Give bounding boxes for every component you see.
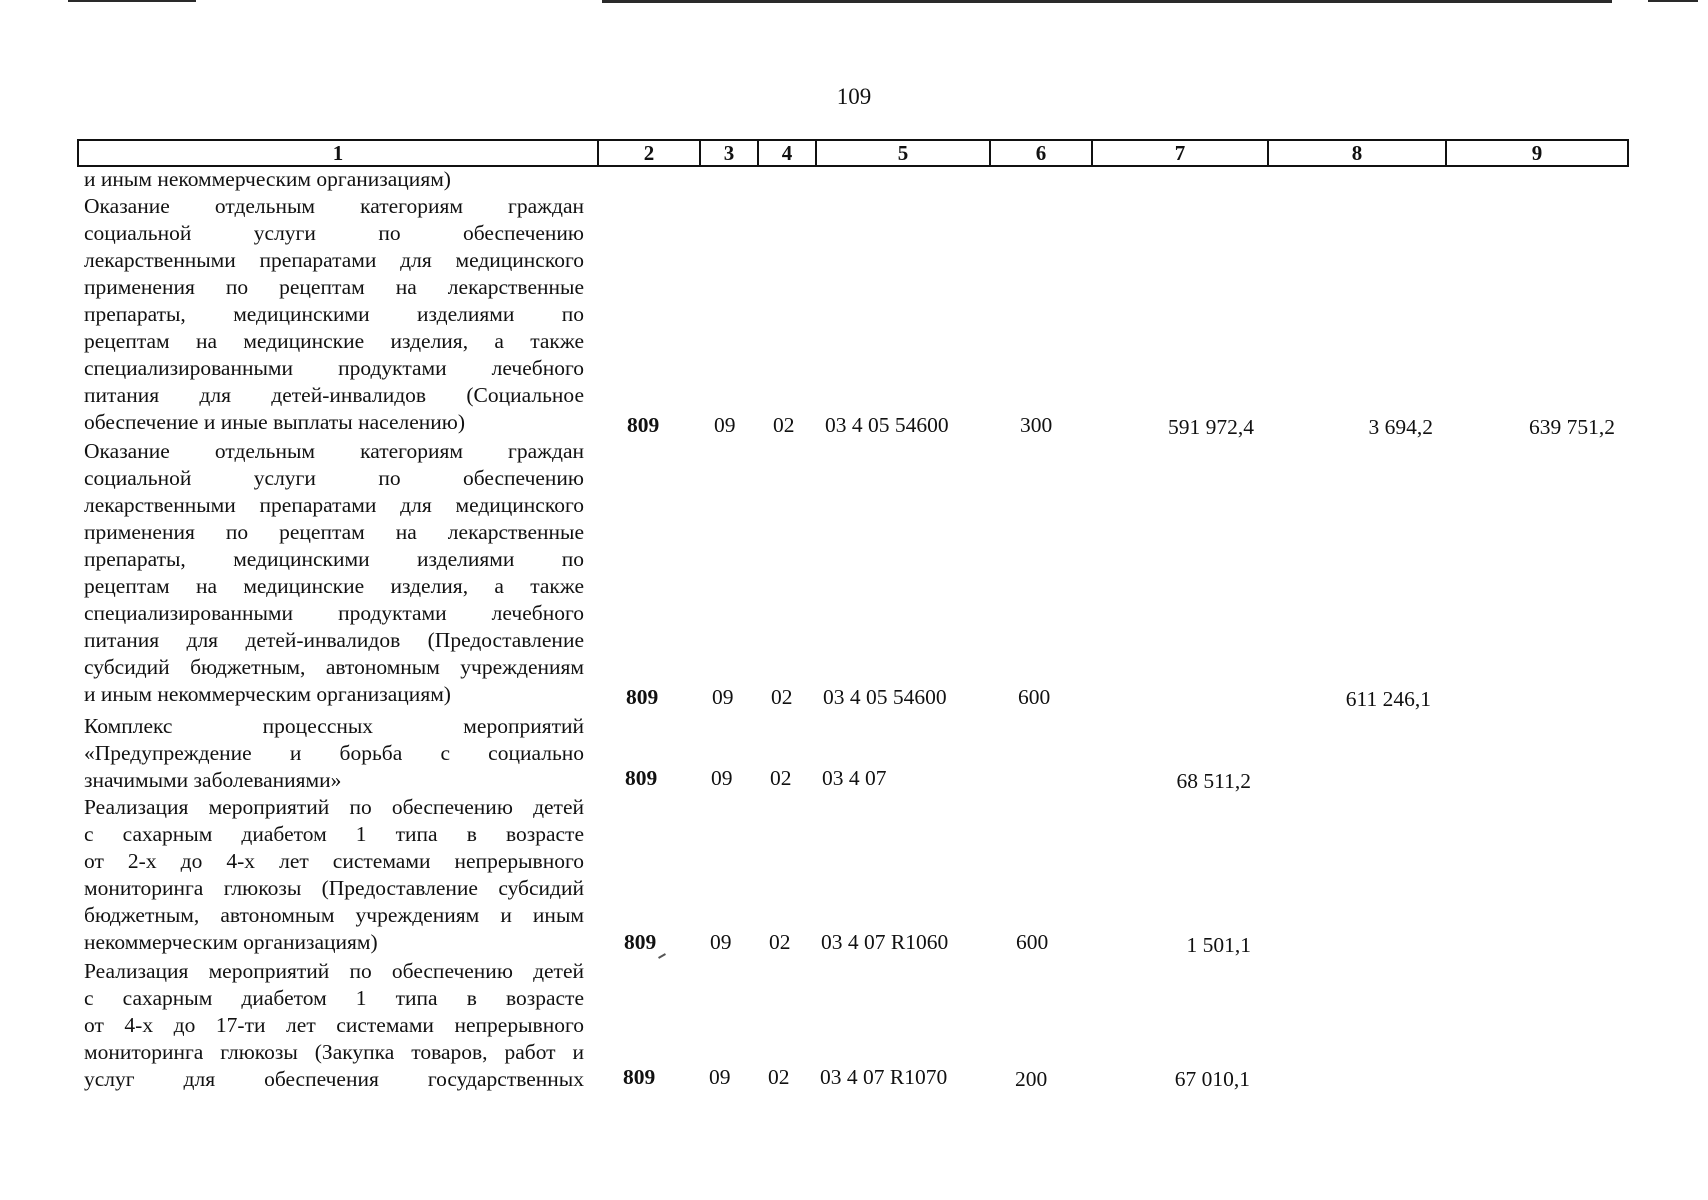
description-line: Оказание отдельным категориям граждан — [84, 439, 584, 463]
description-line: Реализация мероприятий по обеспечению детей — [84, 795, 584, 819]
page-number: 109 — [836, 84, 872, 109]
header-cell: 1 — [77, 139, 597, 167]
type-cell: 600 — [1016, 930, 1049, 954]
description-line: применения по рецептам на лекарственные — [84, 275, 584, 299]
description-line: рецептам на медицинские изделия, а также — [84, 329, 584, 353]
table-row-description — [84, 958, 584, 1093]
scan-artifact-line — [602, 0, 1612, 3]
description-line: субсидий бюджетным, автономным учреждениям — [84, 655, 584, 679]
table-row-description — [84, 166, 584, 193]
scan-artifact-line — [1648, 0, 1698, 2]
description-line: Комплекс процессных мероприятий — [84, 714, 584, 738]
description-line: и иным некоммерческим организациям) — [84, 167, 451, 191]
type-cell: 200 — [1015, 1067, 1048, 1091]
description-line: специализированными продуктами лечебного — [84, 601, 584, 625]
description-line: и иным некоммерческим организациям) — [84, 682, 451, 706]
description-line: социальной услуги по обеспечению — [84, 466, 584, 490]
code-cell: 809 — [624, 930, 657, 954]
description-line: с сахарным диабетом 1 типа в возрасте — [84, 986, 584, 1010]
table-header-row — [77, 139, 1629, 165]
description-line: с сахарным диабетом 1 типа в возрасте — [84, 822, 584, 846]
description-line: значимыми заболеваниями» — [84, 768, 342, 792]
target-cell: 03 4 05 54600 — [825, 413, 949, 437]
description-line: обеспечение и иные выплаты населению) — [84, 410, 466, 434]
section-cell: 09 — [711, 766, 733, 790]
table-row-description — [84, 794, 584, 956]
description-line: социальной услуги по обеспечению — [84, 221, 584, 245]
description-line: «Предупреждение и борьба с социально — [84, 741, 584, 765]
code-cell: 809 — [626, 685, 659, 709]
header-cell: 7 — [1091, 139, 1267, 167]
description-line: питания для детей-инвалидов (Социальное — [84, 383, 584, 407]
header-cell: 4 — [757, 139, 815, 167]
subsection-cell: 02 — [773, 413, 795, 437]
description-line: Реализация мероприятий по обеспечению детей — [84, 959, 584, 983]
description-line: от 2-х до 4-х лет системами непрерывного — [84, 849, 584, 873]
description-line: мониторинга глюкозы (Предоставление субсидий — [84, 876, 584, 900]
description-line: бюджетным, автономным учреждениям и иным — [84, 903, 584, 927]
amount-cell: 68 511,2 — [1176, 769, 1251, 793]
description-line: лекарственными препаратами для медицинского — [84, 248, 584, 272]
description-line: лекарственными препаратами для медицинского — [84, 493, 584, 517]
table-row-description — [84, 193, 584, 436]
header-cell: 9 — [1445, 139, 1629, 167]
description-line: применения по рецептам на лекарственные — [84, 520, 584, 544]
pen-mark — [658, 953, 666, 959]
description-line: от 4-х до 17-ти лет системами непрерывного — [84, 1013, 584, 1037]
subsection-cell: 02 — [769, 930, 791, 954]
description-line: рецептам на медицинские изделия, а также — [84, 574, 584, 598]
table-row-description — [84, 438, 584, 708]
header-cell: 6 — [989, 139, 1091, 167]
target-cell: 03 4 07 — [822, 766, 887, 790]
description-line: препараты, медицинскими изделиями по — [84, 302, 584, 326]
section-cell: 09 — [709, 1065, 731, 1089]
type-cell: 300 — [1020, 413, 1053, 437]
description-line: некоммерческим организациям) — [84, 930, 378, 954]
description-line: специализированными продуктами лечебного — [84, 356, 584, 380]
description-line: питания для детей-инвалидов (Предоставление — [84, 628, 584, 652]
subsection-cell: 02 — [770, 766, 792, 790]
target-cell: 03 4 07 R1070 — [820, 1065, 948, 1089]
amount-cell: 3 694,2 — [1368, 415, 1433, 439]
header-cell: 2 — [597, 139, 699, 167]
section-cell: 09 — [712, 685, 734, 709]
description-line: препараты, медицинскими изделиями по — [84, 547, 584, 571]
header-cell: 3 — [699, 139, 757, 167]
header-cell: 8 — [1267, 139, 1445, 167]
subsection-cell: 02 — [771, 685, 793, 709]
amount-cell: 591 972,4 — [1168, 415, 1254, 439]
section-cell: 09 — [714, 413, 736, 437]
scan-artifact-line — [68, 0, 196, 2]
code-cell: 809 — [623, 1065, 656, 1089]
target-cell: 03 4 05 54600 — [823, 685, 947, 709]
amount-cell: 1 501,1 — [1186, 933, 1251, 957]
code-cell: 809 — [625, 766, 658, 790]
subsection-cell: 02 — [768, 1065, 790, 1089]
description-line: Оказание отдельным категориям граждан — [84, 194, 584, 218]
description-line: услуг для обеспечения государственных — [84, 1067, 584, 1091]
amount-cell: 611 246,1 — [1345, 687, 1431, 711]
target-cell: 03 4 07 R1060 — [821, 930, 949, 954]
description-line: мониторинга глюкозы (Закупка товаров, работ и — [84, 1040, 584, 1064]
code-cell: 809 — [627, 413, 660, 437]
type-cell: 600 — [1018, 685, 1051, 709]
amount-cell: 67 010,1 — [1174, 1067, 1250, 1091]
header-cell: 5 — [815, 139, 989, 167]
table-row-description — [84, 713, 584, 794]
amount-cell: 639 751,2 — [1529, 415, 1615, 439]
section-cell: 09 — [710, 930, 732, 954]
